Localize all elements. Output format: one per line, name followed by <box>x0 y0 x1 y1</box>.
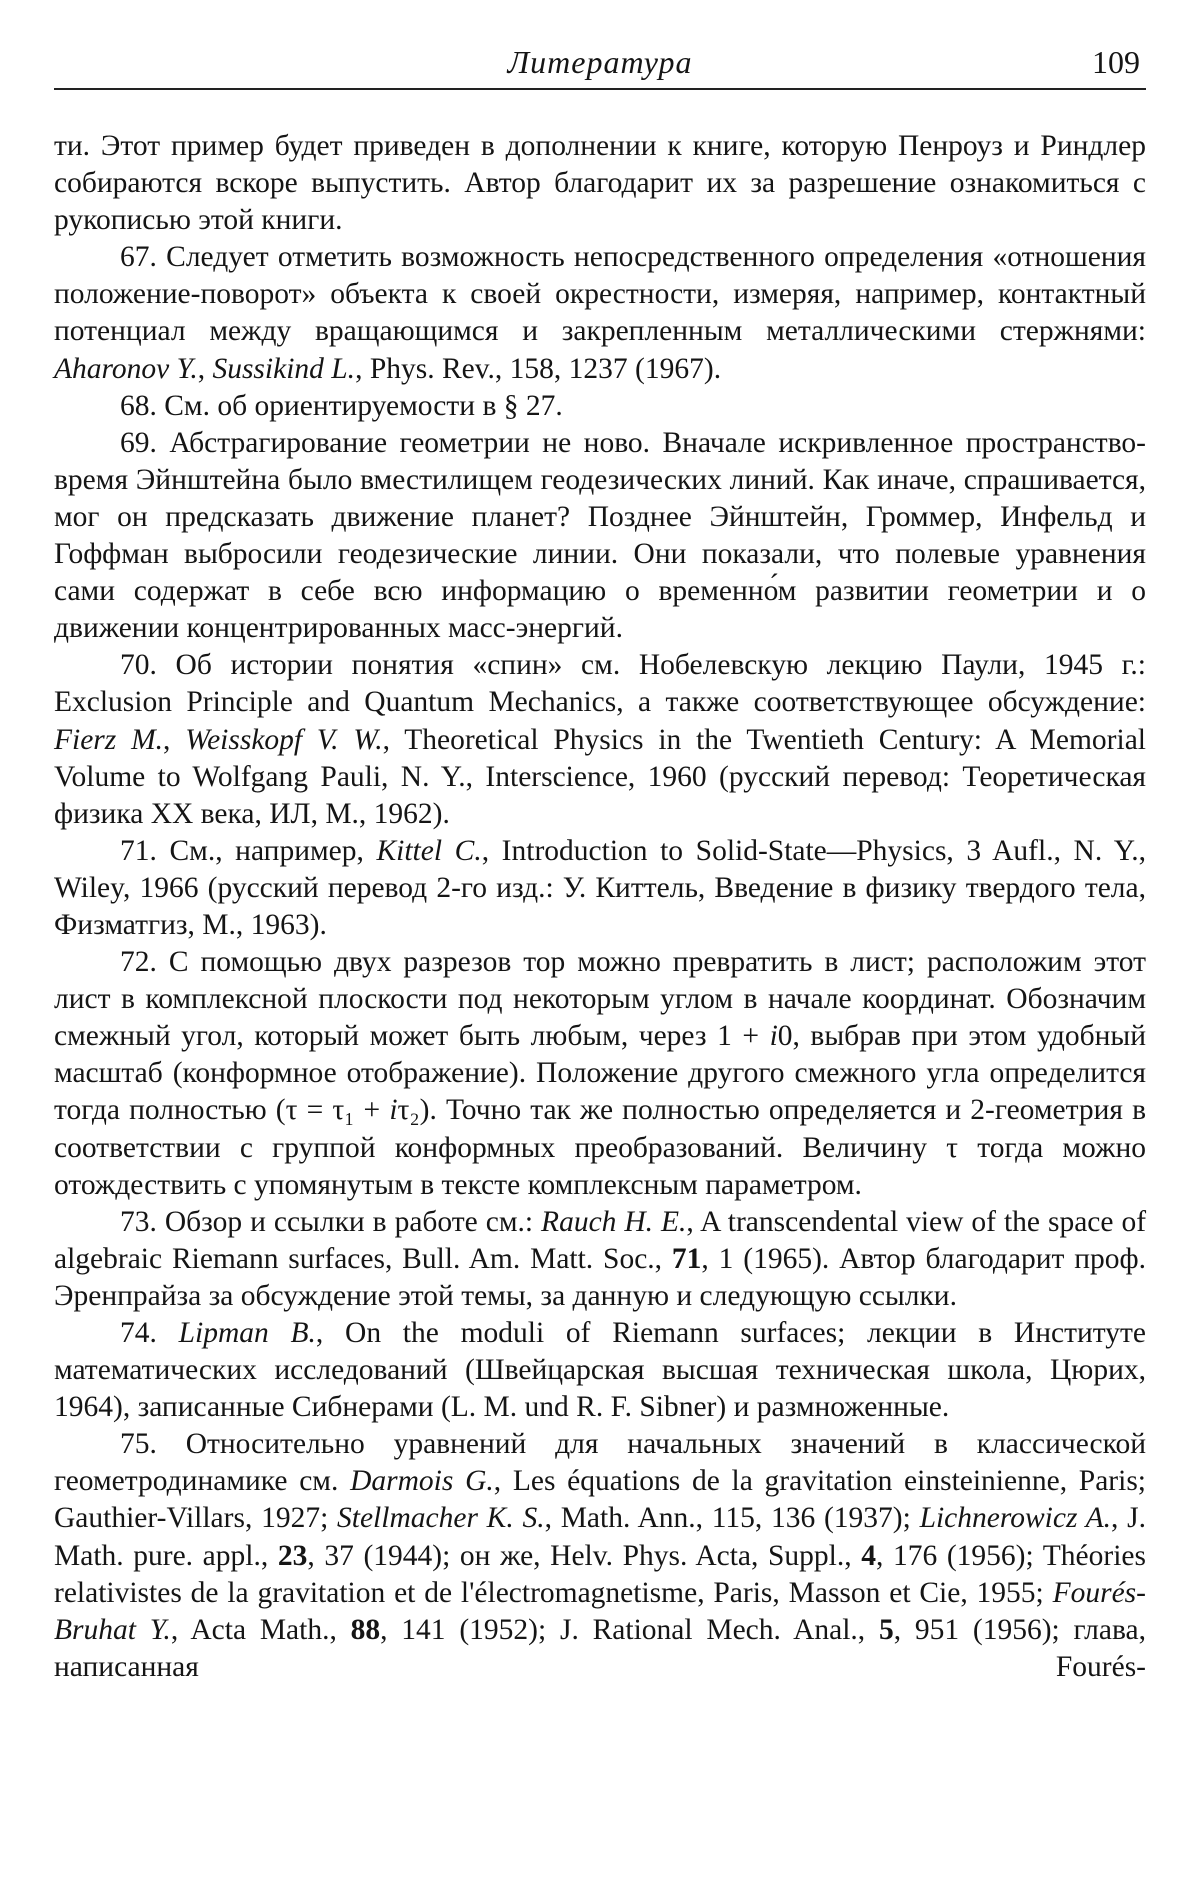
text-run: 69. Абстрагирование геометрии не ново. Вначале искривленное пространство-время Эйнштейна было вместилищем геодезических линий. Как иначе, спрашивается, мог он предсказать движение планет? Позднее Эйнштейн, Громмер, Инфельд и Гоффман выбросили геодезические линии. Они показали, что полевые уравнения сами содержат в себе всю информацию о временно́м развитии геометрии и о движении концентрированных масс-энергий. <box>54 426 1146 645</box>
continued-paragraph <box>54 128 1146 239</box>
author-name: Aharonov Y. <box>54 352 198 385</box>
text-run: 74. <box>120 1317 179 1349</box>
author-name: Fierz M. <box>54 723 164 756</box>
reference-note-75 <box>54 1426 1146 1686</box>
text-run: , Les équations de la gravitation einsteinienne, Paris; Gauthier-Villars, 1927; <box>54 1465 1146 1535</box>
author-name: Weisskopf V. W. <box>185 723 383 756</box>
text-run: , 1 (1965). Автор благодарит проф. Эренпрайза за обсуждение этой темы, за данную и следующую ссылки. <box>54 1242 1147 1312</box>
author-name: i <box>389 1094 398 1127</box>
text-run: 70. Об истории понятия «спин» см. Нобелевскую лекцию Паули, 1945 г.: Exclusion Principle and Quantum Mechanics, а также соответствующее обсуждение: <box>54 649 1146 719</box>
text-run: , On the moduli of Riemann surfaces; лекции в Институте математических исследований (Швейцарская высшая техническая школа, Цюрих, 1964), записанные Сибнерами (L. M. und R. F. Sibner) и размноженные. <box>54 1317 1146 1424</box>
author-name: Stellmacher K. S. <box>337 1502 545 1535</box>
book-page <box>54 36 1146 1686</box>
reference-note-74 <box>54 1315 1146 1426</box>
text-run: 0, выбрав при этом удобный масштаб (конформное отображение). Положение другого смежного угла определится тогда полностью (τ = τ₁ + <box>54 1020 1146 1127</box>
author-name: Lichnerowicz A. <box>919 1502 1112 1535</box>
text-run: , 176 (1956); Théories relativistes de la gravitation et de l'électromagnetisme, Paris, Masson et Cie, 1955; <box>54 1539 1146 1609</box>
running-title: Литература <box>507 44 693 80</box>
text-run: , Introduction to Solid-State—Physics, 3 Aufl., N. Y., Wiley, 1966 (русский перевод 2-го изд.: У. Киттель, Введение в физику твердого тела, Физматгиз, М., 1963). <box>54 834 1147 941</box>
text-run: 68. См. об ориентируемости в § 27. <box>120 389 563 422</box>
volume-number: 5 <box>878 1613 894 1646</box>
volume-number: 4 <box>861 1539 876 1572</box>
author-name: Fourés-Bruhat Y. <box>54 1576 1146 1646</box>
reference-note-72 <box>54 944 1146 1204</box>
text-run: , <box>197 352 213 385</box>
text-run: τ₂). Точно так же полностью определяется и 2-геометрия в соответствии с группой конформных преобразований. Величину τ тогда можно отождествить с упомянутым в тексте комплексным параметром. <box>54 1094 1146 1201</box>
volume-number: 88 <box>350 1613 381 1646</box>
author-name: i <box>769 1020 778 1053</box>
text-run: 71. См., например, <box>120 834 377 867</box>
text-run: 75. Относительно уравнений для начальных значений в классической геометродинамике см. <box>54 1428 1146 1498</box>
reference-note-73 <box>54 1204 1146 1315</box>
text-run: , Math. Ann., 115, 136 (1937); <box>544 1502 920 1535</box>
page-header <box>54 36 1146 90</box>
text-run: ти. Этот пример будет приведен в дополнении к книге, которую Пенроуз и Риндлер собираются вскоре выпустить. Автор благодарит их за разрешение ознакомиться с рукописью этой книги. <box>54 130 1146 237</box>
text-run: , 951 (1956); глава, написанная Fourés- <box>54 1613 1146 1683</box>
text-run: 67. Следует отметить возможность непосредственного определения «отношения положение-поворот» объекта к своей окрестности, измеряя, например, контактный потенциал между вращающимся и закрепленным металлическими стержнями: <box>54 241 1146 348</box>
reference-note-69 <box>54 425 1146 648</box>
text-run: , 37 (1944); он же, Helv. Phys. Acta, Suppl., <box>307 1539 862 1572</box>
volume-number: 71 <box>671 1242 702 1275</box>
text-run: , A transcendental view of the space of algebraic Riemann surfaces, Bull. Am. Matt. Soc., <box>54 1205 1147 1275</box>
text-run: , Acta Math., <box>170 1613 351 1646</box>
author-name: Rauch H. E. <box>541 1205 687 1238</box>
text-run: 72. С помощью двух разрезов тор можно превратить в лист; расположим этот лист в комплексной плоскости под некоторым углом в начале координат. Обозначим смежный угол, который может быть любым, через 1 + <box>54 946 1146 1053</box>
author-name: Sussikind L. <box>212 352 356 385</box>
page-number: 109 <box>1092 44 1140 80</box>
text-run: , <box>163 723 186 756</box>
text-run: , J. Math. pure. appl., <box>54 1502 1146 1572</box>
author-name: Darmois G. <box>350 1465 494 1498</box>
text-run: , Theoretical Physics in the Twentieth Century: A Memorial Volume to Wolfgang Pauli, N. Y., Interscience, 1960 (русский перевод: Теоретическая физика XX века, ИЛ, М., 1962). <box>54 723 1146 830</box>
author-name: Kittel C. <box>376 834 482 867</box>
reference-note-71 <box>54 833 1146 944</box>
text-run: 73. Обзор и ссылки в работе см.: <box>120 1205 542 1238</box>
references-text <box>54 128 1146 1686</box>
text-run: , 141 (1952); J. Rational Mech. Anal., <box>380 1613 879 1646</box>
reference-note-67 <box>54 239 1146 387</box>
text-run: , Phys. Rev., 158, 1237 (1967). <box>355 352 722 385</box>
author-name: Lipman B. <box>178 1317 316 1349</box>
reference-note-68 <box>54 388 1146 425</box>
reference-note-70 <box>54 647 1146 832</box>
volume-number: 23 <box>277 1539 308 1572</box>
